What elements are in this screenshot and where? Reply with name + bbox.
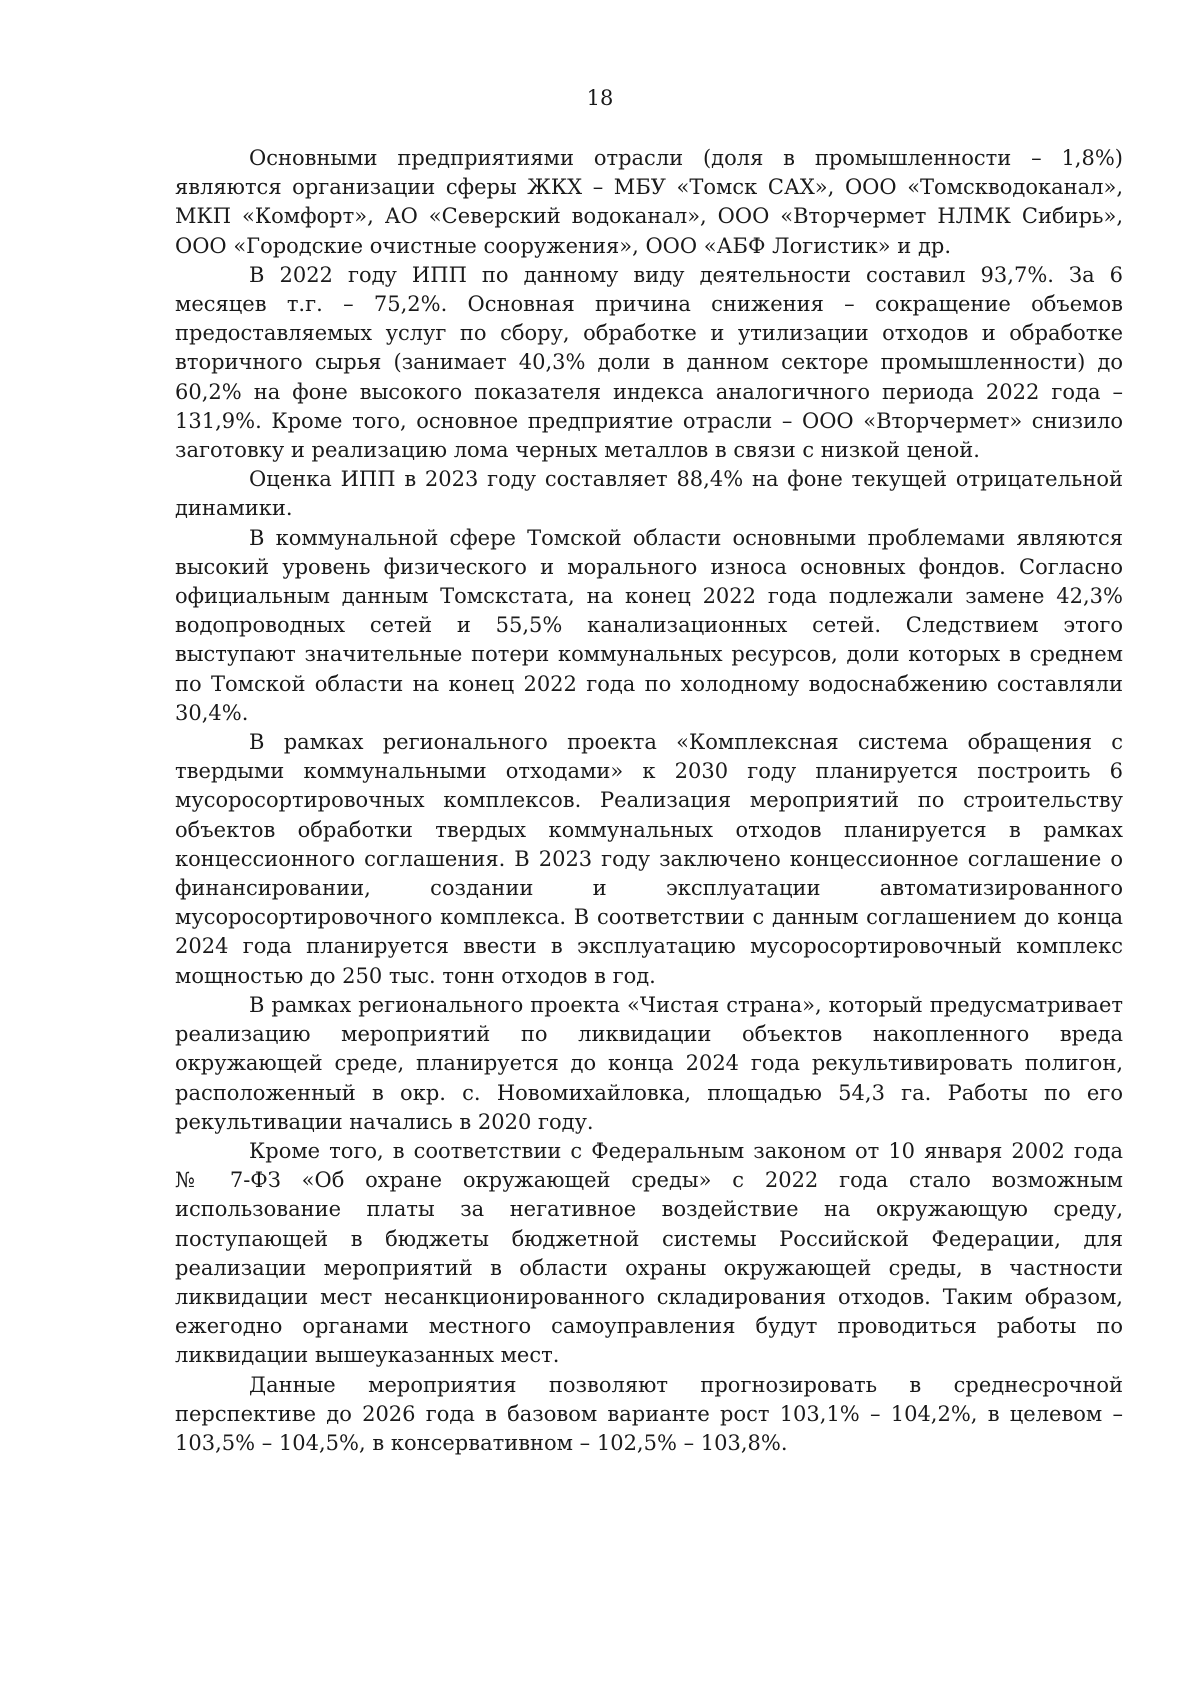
document-body (175, 144, 1123, 1458)
paragraph-federal-law: Кроме того, в соответствии с Федеральным законом от 10 января 2002 года № 7-ФЗ «Об охране окружающей среды» с 2022 года стало возможным использование платы за негативное воздействие на окружающую среду, поступающей в бюджеты бюджетной системы Российской Федерации, для реализации мероприятий в области охраны окружающей среды, в частности ликвидации мест несанкционированного складирования отходов. Таким образом, ежегодно органами местного самоуправления будут проводиться работы по ликвидации вышеуказанных мест. (175, 1138, 1123, 1368)
paragraph-ipp-2023-estimate: Оценка ИПП в 2023 году составляет 88,4% на фоне текущей отрицательной динамики. (175, 467, 1123, 521)
paragraph-communal-problems: В коммунальной сфере Томской области основными проблемами являются высокий уровень физического и морального износа основных фондов. Согласно официальным данным Томскстата, на конец 2022 года подлежали замене 42,3% водопроводных сетей и 55,5% канализационных сетей. Следствием этого выступают значительные потери коммунальных ресурсов, доли которых в среднем по Томской области на конец 2022 года по холодному водоснабжению составляли 30,4%. (175, 525, 1123, 725)
page-number: 18 (586, 86, 614, 110)
paragraph-waste-project: В рамках регионального проекта «Комплексная система обращения с твердыми коммунальными отходами» к 2030 году планируется построить 6 мусоросортировочных комплексов. Реализация мероприятий по строительству объектов обработки твердых коммунальных отходов планируется в рамках концессионного соглашения. В 2023 году заключено концессионное соглашение о финансировании, создании и эксплуатации автоматизированного мусоросортировочного комплекса. В соответствии с данным соглашением до конца 2024 года планируется ввести в эксплуатацию мусоросортировочный комплекс мощностью до 250 тыс. тонн отходов в год. (175, 730, 1123, 988)
paragraph-main-enterprises: Основными предприятиями отрасли (доля в промышленности – 1,8%) являются организации сферы ЖКХ – МБУ «Томск САХ», ООО «Томскводоканал», МКП «Комфорт», АО «Северский водоканал», ООО «Вторчермет НЛМК Сибирь», ООО «Городские очистные сооружения», ООО «АБФ Логистик» и др. (175, 146, 1123, 258)
paragraph-clean-country-project: В рамках регионального проекта «Чистая страна», который предусматривает реализацию мероприятий по ликвидации объектов накопленного вреда окружающей среде, планируется до конца 2024 года рекультивировать полигон, расположенный в окр. с. Новомихайловка, площадью 54,3 га. Работы по его рекультивации начались в 2020 году. (175, 992, 1123, 1134)
paragraph-ipp-2022: В 2022 году ИПП по данному виду деятельности составил 93,7%. За 6 месяцев т.г. – 75,2%. Основная причина снижения – сокращение объемов предоставляемых услуг по сбору, обработке и утилизации отходов и обработке вторичного сырья (занимает 40,3% доли в данном секторе промышленности) до 60,2% на фоне высокого показателя индекса аналогичного периода 2022 года – 131,9%. Кроме того, основное предприятие отрасли – ООО «Вторчермет» снизило заготовку и реализацию лома черных металлов в связи с низкой ценой. (175, 262, 1123, 463)
paragraph-forecast: Данные мероприятия позволяют прогнозировать в среднесрочной перспективе до 2026 года в базовом варианте рост 103,1% – 104,2%, в целевом – 103,5% – 104,5%, в консервативном – 102,5% – 103,8%. (175, 1372, 1123, 1455)
